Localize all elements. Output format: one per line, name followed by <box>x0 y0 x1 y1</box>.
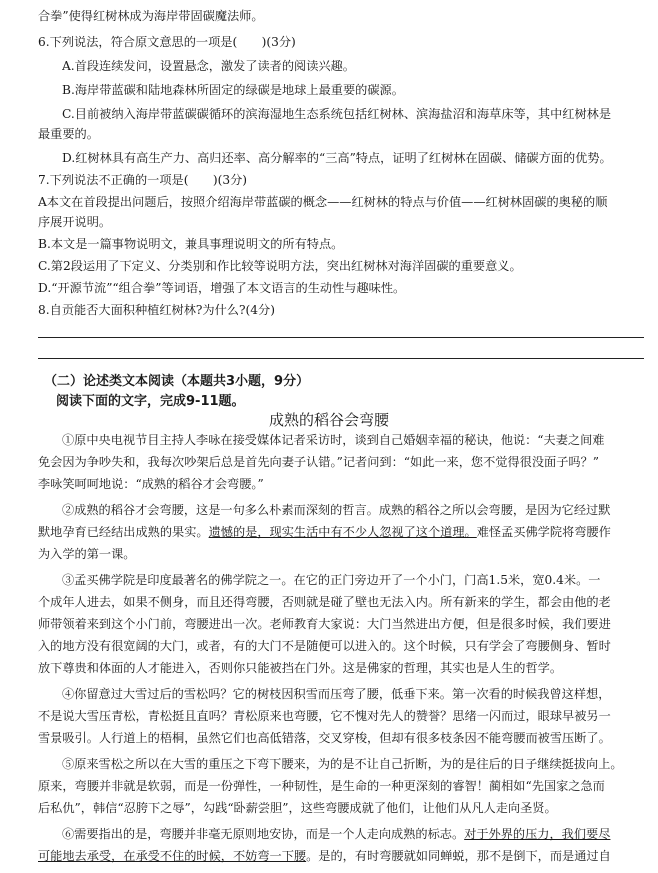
top-continuation: 合拳”使得红树林成为海岸带固碳魔法师。 <box>38 9 264 23</box>
article-line: ①原中央电视节目主持人李咏在接受媒体记者采访时，谈到自己婚姻幸福的秘诀，他说：“夫妻之间难 <box>62 433 605 447</box>
q6-option-c-cont: 最重要的。 <box>38 127 99 141</box>
article-line-mixed <box>38 848 644 864</box>
q6-option-c: C.目前被纳入海岸带蓝碳碳循环的滨海湿地生态系统包括红树林、滨海盐沼和海草床等，其中红树林是 <box>62 107 612 121</box>
article-line: 为入学的第一课。 <box>38 547 136 561</box>
article-text: ⑥需要指出的是，弯腰并非毫无原则地安协，而是一个人走向成熟的标志。 <box>62 827 465 841</box>
article-text: 难怪孟买佛学院将弯腰作 <box>476 525 611 539</box>
article-text: 默地孕育已经结出成熟的果实。 <box>38 525 209 539</box>
q7-option-a: A本文在首段提出问题后，按照介绍海岸带蓝碳的概念——红树林的特点与价值——红树林固碳的奥秘的顺 <box>38 195 608 209</box>
section-instruction: 阅读下面的文字，完成9-11题。 <box>56 394 245 409</box>
article-line: 雪景吸引。人行道上的梧桐，虽然它们也高低错落，交叉穿梭，但却有很多枝条因不能弯腰而被雪压断了。 <box>38 731 611 745</box>
underlined-sentence: 可能地去承受，在承受不住的时候，不妨弯一下腰 <box>38 849 307 863</box>
article-line: 师带领着来到这个小门前，弯腰进出一次。老师教育大家说：大门当然进出方便，但是很多时候，我们要进 <box>38 617 611 631</box>
answer-line-1 <box>38 337 644 338</box>
underlined-sentence: 对于外界的压力，我们要尽 <box>464 827 611 841</box>
article-line: 不是说大雪压青松，青松挺且直吗？青松原来也弯腰，它不愧对先人的赞誉？思绪一闪而过，眼球早被另一 <box>38 709 611 723</box>
article-line: 放下尊贵和体面的人才能进入，否则你只能被挡在门外。这是佛家的哲理，其实也是人生的哲学。 <box>38 661 563 675</box>
q8-stem: 8.自贡能否大面积种植红树林?为什么?(4分) <box>38 303 275 317</box>
answer-line-2 <box>38 358 644 359</box>
article-line: ③孟买佛学院是印度最著名的佛学院之一。在它的正门旁边开了一个小门，门高1.5米，宽0.4米。一 <box>62 573 601 587</box>
article-text: 。是的，有时弯腰就如同蝉蜕，那不是倒下，而是通过自 <box>306 849 611 863</box>
article-line: 个成年人进去，如果不侧身，而且还得弯腰，否则就是碰了壁也无法入内。所有新来的学生，都会由他的老 <box>38 595 611 609</box>
article-line: 原来，弯腰并非就是软弱，而是一份弹性，一种韧性，是生命的一种更深刻的睿智！蔺相如“先国家之急而 <box>38 779 605 793</box>
underlined-sentence: 遗憾的是，现实生活中有不少人忽视了这个道理。 <box>208 525 477 539</box>
article-line: 后私仇”，韩信“忍胯下之辱”，勾践“卧薪尝胆”，这些弯腰成就了他们，让他们从凡人走向圣贤。 <box>38 801 557 815</box>
q7-option-b: B.本文是一篇事物说明文，兼具事理说明文的所有特点。 <box>38 237 344 251</box>
article-line: 李咏笑呵呵地说：“成熟的稻谷才会弯腰。” <box>38 477 264 491</box>
section-title: （二）论述类文本阅读（本题共3小题，9分） <box>44 374 310 389</box>
article-line: 入的地方没有很宽阔的大门，或者，有的大门不是随便可以进入的。这个时候，只有学会了弯腰侧身、暂时 <box>38 639 611 653</box>
article-line: ②成熟的稻谷才会弯腰，这是一句多么朴素而深刻的哲言。成熟的稻谷之所以会弯腰，是因为它经过默 <box>62 503 611 517</box>
article-line-mixed <box>38 524 644 540</box>
q7-option-c: C.第2段运用了下定义、分类别和作比较等说明方法，突出红树林对海洋固碳的重要意义。 <box>38 259 522 273</box>
q6-stem: 6.下列说法，符合原文意思的一项是( )(3分) <box>38 35 296 49</box>
article-title: 成熟的稻谷会弯腰 <box>268 411 389 429</box>
q6-option-d: D.红树林具有高生产力、高归还率、高分解率的“三高”特点，证明了红树林在固碳、储碳方面的优势。 <box>62 151 612 165</box>
q6-option-b: B.海岸带蓝碳和陆地森林所固定的绿碳是地球上最重要的碳源。 <box>62 83 404 97</box>
q6-option-a: A.首段连续发问，设置悬念，激发了读者的阅读兴趣。 <box>62 59 355 73</box>
q7-option-a-cont: 序展开说明。 <box>38 215 112 229</box>
article-line: ⑤原来雪松之所以在大雪的重压之下弯下腰来，为的是不让自己折断，为的是往后的日子继续挺拔向上。 <box>62 757 623 771</box>
q7-stem: 7.下列说法不正确的一项是( )(3分) <box>38 173 248 187</box>
article-line: 免会因为争吵失和，我每次吵架后总是首先向妻子认错。”记者问到：“如此一来，您不觉得很没面子吗？” <box>38 455 600 469</box>
article-line: ④你留意过大雪过后的雪松吗？它的树枝因积雪而压弯了腰，低垂下来。第一次看的时候我曾这样想， <box>62 687 611 701</box>
article-line-mixed <box>62 826 644 842</box>
q7-option-d: D.“开源节流”“组合拳”等词语，增强了本文语言的生动性与趣味性。 <box>38 281 406 295</box>
